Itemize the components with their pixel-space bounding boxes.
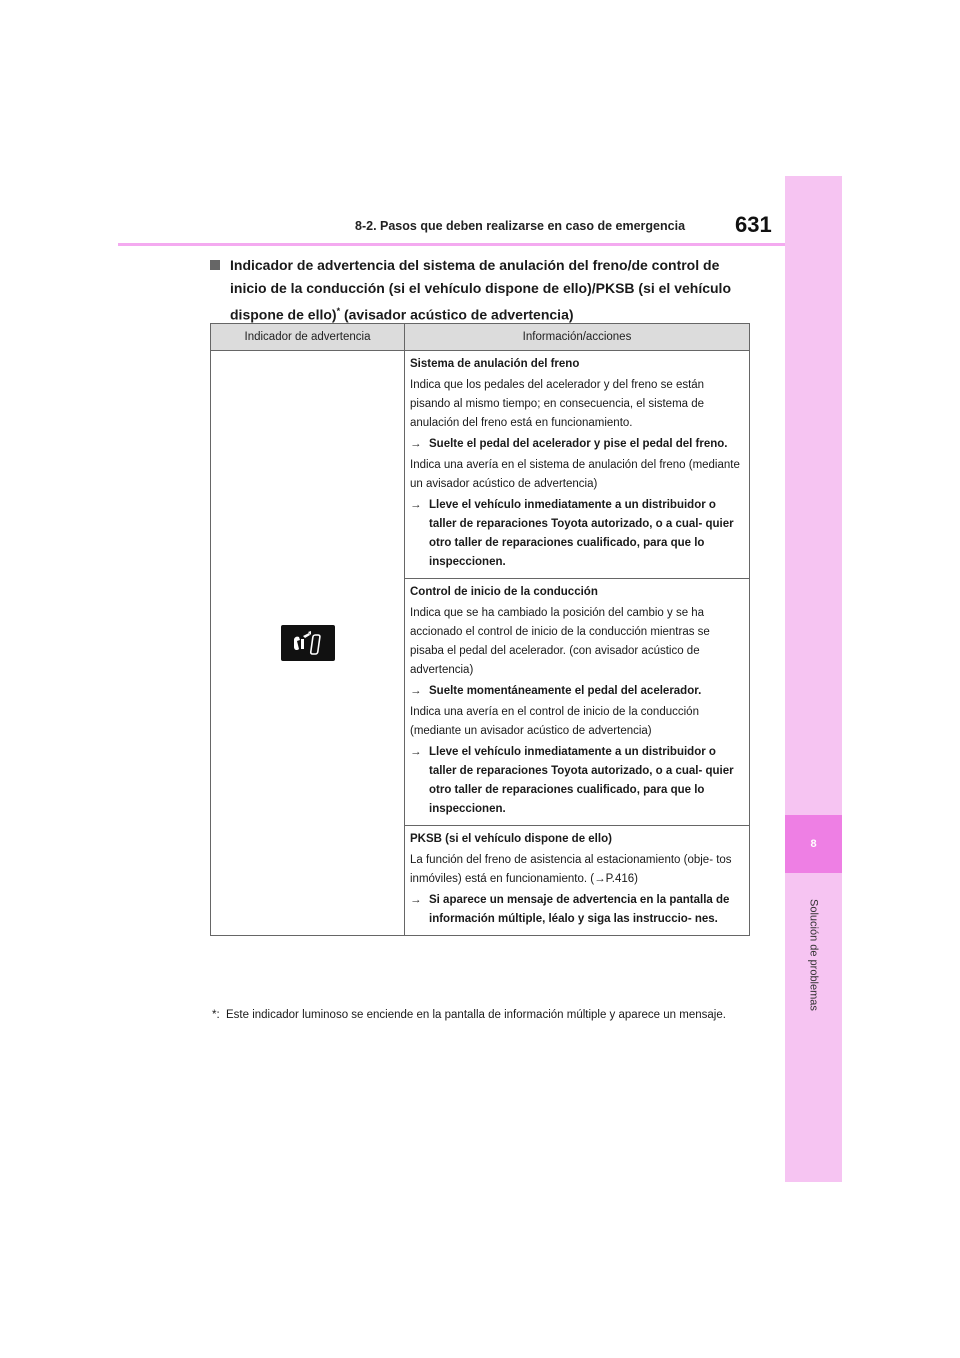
action-text: Suelte el pedal del acelerador y pise el pedal del freno. bbox=[429, 438, 728, 450]
brake-override-warning-icon bbox=[281, 625, 335, 661]
table-row bbox=[211, 351, 750, 579]
footnote-mark: *: bbox=[212, 1009, 220, 1021]
section-header-title: 8-2. Pasos que deben realizarse en caso de emergencia bbox=[355, 219, 686, 233]
action-item bbox=[410, 682, 743, 701]
footnote-text: Este indicador luminoso se enciende en la pantalla de información múltiple y aparece un mensaje. bbox=[226, 1009, 726, 1021]
chapter-label: Solución de problemas bbox=[807, 899, 820, 1011]
action-item bbox=[410, 435, 743, 454]
action-text: Lleve el vehículo inmediatamente a un distribuidor o taller de reparaciones Toyota autorizado, o a cual- quier otro taller de reparaciones cualificado, para que lo inspeccionen. bbox=[429, 499, 734, 568]
block-description: La función del freno de asistencia al estacionamiento (obje- tos inmóviles) está en funcionamiento. (→P.416) bbox=[410, 854, 732, 885]
column-header-info: Información/acciones bbox=[405, 324, 750, 351]
block-description: Indica que se ha cambiado la posición del cambio y se ha accionado el control de inicio de la conducción mientras se pisaba el pedal del acelerador. (con avisador acústico de advertencia) bbox=[410, 607, 710, 676]
chapter-label-container bbox=[785, 885, 842, 1025]
action-item bbox=[410, 891, 743, 929]
arrow-icon: → bbox=[410, 685, 422, 697]
heading-footnote-mark: * bbox=[336, 306, 341, 316]
block-title: Control de inicio de la conducción bbox=[410, 586, 598, 598]
block-title: PKSB (si el vehículo dispone de ello) bbox=[410, 833, 612, 845]
info-block-brake-override bbox=[405, 351, 750, 579]
section-heading-text bbox=[210, 254, 755, 327]
block-description: Indica que los pedales del acelerador y del freno se están pisando al mismo tiempo; en consecuencia, el sistema de anulación del freno está en funcionamiento. bbox=[410, 379, 705, 429]
block-title: Sistema de anulación del freno bbox=[410, 358, 580, 370]
chapter-number: 8 bbox=[785, 815, 842, 873]
info-block-pksb bbox=[405, 826, 750, 936]
heading-main: Indicador de advertencia del sistema de anulación del freno/de control de inicio de la conducción (si el vehículo dispone de ello)/PKSB (si el vehículo dispone de ello) bbox=[230, 257, 731, 323]
action-text: Lleve el vehículo inmediatamente a un distribuidor o taller de reparaciones Toyota autorizado, o a cual- quier otro taller de reparaciones cualificado, para que lo inspeccionen. bbox=[429, 746, 734, 815]
section-heading bbox=[210, 254, 755, 327]
block-description: Indica una avería en el control de inicio de la conducción (mediante un avisador acústico de advertencia) bbox=[410, 706, 699, 737]
warning-table bbox=[210, 323, 750, 936]
action-text: Suelte momentáneamente el pedal del acelerador. bbox=[429, 685, 702, 697]
square-bullet-icon bbox=[210, 260, 220, 270]
footnote bbox=[212, 1005, 752, 1025]
chapter-side-tab bbox=[785, 176, 842, 1182]
header-divider bbox=[118, 243, 785, 246]
action-item bbox=[410, 743, 743, 819]
arrow-icon: → bbox=[410, 438, 422, 450]
block-description: Indica una avería en el sistema de anulación del freno (mediante un avisador acústico de advertencia) bbox=[410, 459, 740, 490]
table-header-row bbox=[211, 324, 750, 351]
info-block-drive-start-control bbox=[405, 579, 750, 826]
page-number: 631 bbox=[735, 212, 772, 237]
arrow-icon: → bbox=[410, 894, 422, 906]
action-item bbox=[410, 496, 743, 572]
indicator-cell bbox=[211, 351, 405, 936]
arrow-icon: → bbox=[410, 746, 422, 758]
brake-override-warning-glyph bbox=[288, 629, 328, 657]
column-header-indicator: Indicador de advertencia bbox=[211, 324, 405, 351]
action-text: Si aparece un mensaje de advertencia en la pantalla de información múltiple, léalo y siga las instruccio- nes. bbox=[429, 894, 730, 925]
arrow-icon: → bbox=[410, 499, 422, 511]
heading-tail: (avisador acústico de advertencia) bbox=[340, 306, 574, 323]
